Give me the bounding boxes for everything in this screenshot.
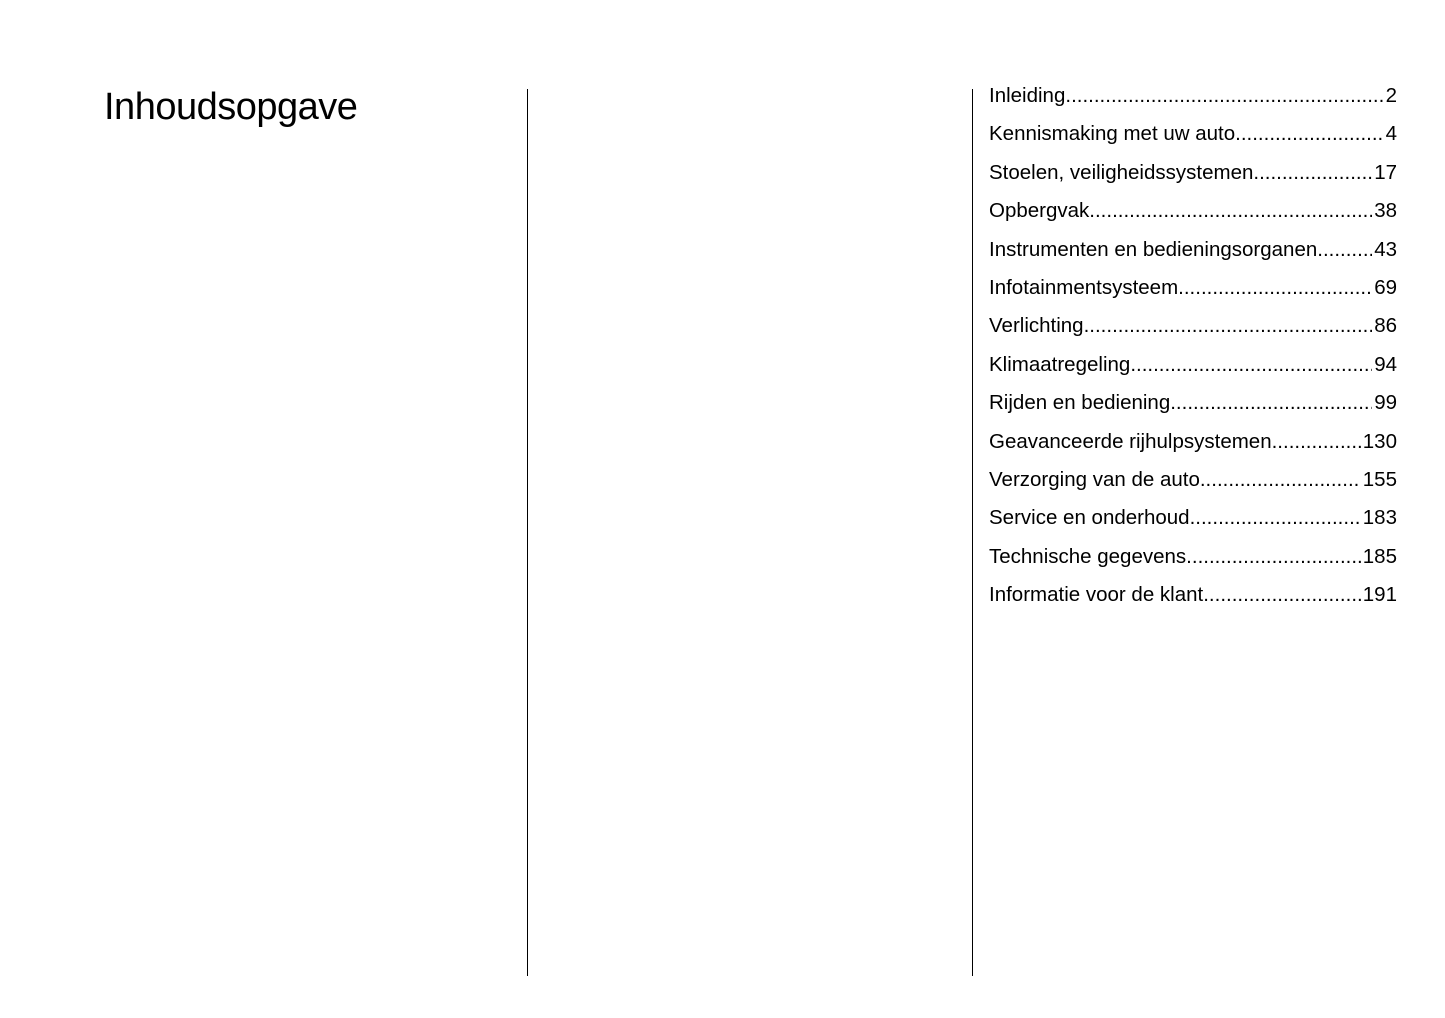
toc-entry-page: 86 — [1374, 314, 1397, 338]
toc-entry-label: Rijden en bediening — [989, 391, 1171, 415]
dot-leader — [1084, 314, 1373, 338]
toc-entry-service[interactable] — [989, 506, 1397, 544]
dot-leader — [1317, 238, 1372, 262]
toc-entry-page: 94 — [1374, 352, 1397, 376]
column-divider-right — [972, 89, 973, 976]
toc-entry-label: Klimaatregeling — [989, 352, 1131, 376]
toc-entry-page: 69 — [1374, 275, 1397, 299]
toc-entry-instrumenten[interactable] — [989, 238, 1397, 276]
dot-leader — [1065, 84, 1383, 108]
toc-entry-rijden[interactable] — [989, 391, 1397, 429]
dot-leader — [1186, 545, 1361, 569]
toc-entry-label: Infotainmentsysteem — [989, 275, 1179, 299]
toc-entry-label: Technische gegevens — [989, 544, 1187, 568]
dot-leader — [1089, 199, 1372, 223]
dot-leader — [1235, 122, 1383, 146]
toc-entry-label: Stoelen, veiligheidssystemen — [989, 160, 1254, 184]
toc-entry-page: 4 — [1385, 122, 1397, 146]
toc-entry-label: Verlichting — [989, 314, 1084, 338]
toc-entry-page: 43 — [1374, 237, 1397, 261]
toc-entry-label: Opbergvak — [989, 199, 1090, 223]
toc-entry-label: Kennismaking met uw auto — [989, 122, 1236, 146]
dot-leader — [1178, 276, 1372, 300]
toc-entry-page: 130 — [1362, 429, 1397, 453]
toc-entry-inleiding[interactable] — [989, 84, 1397, 122]
toc-entry-informatie-klant[interactable] — [989, 583, 1397, 621]
column-divider-left — [527, 89, 528, 976]
table-of-contents — [989, 84, 1397, 621]
toc-entry-page: 99 — [1374, 391, 1397, 415]
toc-entry-kennismaking[interactable] — [989, 122, 1397, 160]
toc-entry-page: 185 — [1362, 544, 1397, 568]
toc-entry-stoelen[interactable] — [989, 161, 1397, 199]
toc-entry-verlichting[interactable] — [989, 314, 1397, 352]
toc-entry-verzorging[interactable] — [989, 468, 1397, 506]
dot-leader — [1200, 468, 1361, 492]
toc-entry-technische-gegevens[interactable] — [989, 545, 1397, 583]
toc-entry-opbergvak[interactable] — [989, 199, 1397, 237]
toc-entry-page: 17 — [1374, 160, 1397, 184]
toc-entry-rijhulpsystemen[interactable] — [989, 430, 1397, 468]
toc-entry-page: 2 — [1385, 84, 1397, 107]
page-title: Inhoudsopgave — [104, 86, 358, 128]
toc-entry-page: 155 — [1362, 467, 1397, 491]
toc-entry-klimaatregeling[interactable] — [989, 353, 1397, 391]
toc-entry-label: Verzorging van de auto — [989, 467, 1200, 491]
toc-entry-label: Informatie voor de klant — [989, 583, 1204, 607]
dot-leader — [1170, 391, 1372, 415]
toc-entry-infotainment[interactable] — [989, 276, 1397, 314]
dot-leader — [1203, 583, 1361, 607]
toc-entry-page: 38 — [1374, 199, 1397, 223]
dot-leader — [1190, 506, 1361, 530]
toc-entry-page: 191 — [1362, 583, 1397, 607]
toc-entry-label: Service en onderhoud — [989, 506, 1190, 530]
dot-leader — [1272, 430, 1361, 454]
dot-leader — [1253, 161, 1372, 185]
toc-entry-label: Inleiding — [989, 84, 1066, 107]
toc-entry-page: 183 — [1362, 506, 1397, 530]
dot-leader — [1130, 353, 1372, 377]
toc-entry-label: Geavanceerde rijhulpsystemen — [989, 429, 1272, 453]
toc-entry-label: Instrumenten en bedieningsorganen — [989, 237, 1318, 261]
